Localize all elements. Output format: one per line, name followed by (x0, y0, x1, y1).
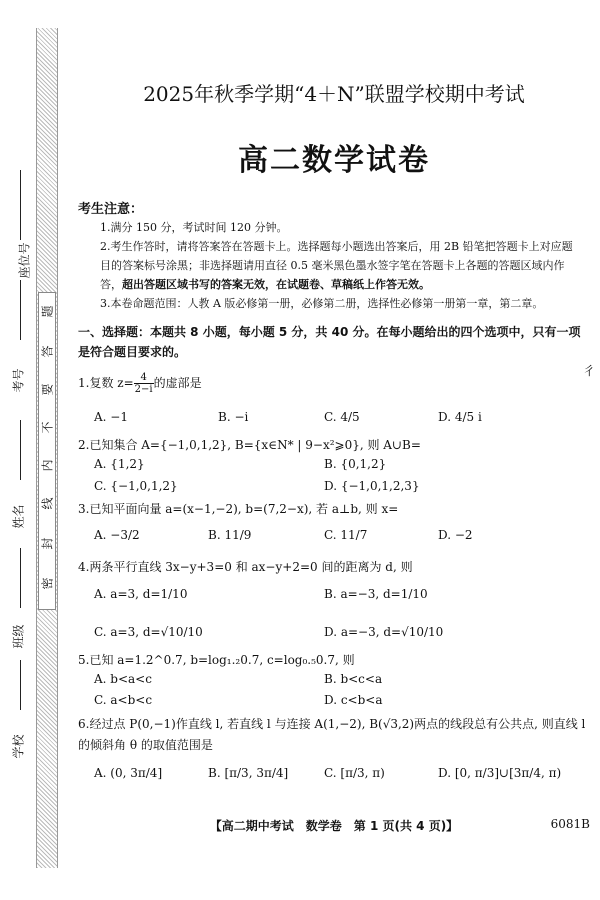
binding-margin (0, 0, 80, 900)
seal-char: 题 (40, 305, 55, 318)
seal-char: 线 (40, 497, 55, 510)
q3-option-c: C. 11/7 (324, 528, 368, 542)
question-1 (78, 372, 588, 395)
question-6: 6.经过点 P(0,−1)作直线 l, 若直线 l 与连接 A(1,−2), B(√3,2)两点的线段总有公共点, 则直线 l 的倾斜角 θ 的取值范围是 (78, 717, 586, 752)
q1-option-a: A. −1 (94, 410, 128, 424)
question-1-post: 的虚部是 (153, 376, 202, 390)
question-5: 5.已知 a=1.2^0.7, b=log₁.₂0.7, c=log₀.₅0.7, 则 (78, 653, 355, 667)
q4-option-c: C. a=3, d=√10/10 (94, 625, 203, 639)
name-label: 姓名 (11, 504, 26, 529)
notice-item-1: 1.满分 150 分，考试时间 120 分钟。 (100, 221, 288, 234)
q2-option-d: D. {−1,0,1,2,3} (324, 479, 420, 493)
q5-option-a: A. b<a<c (94, 672, 152, 686)
notice-item-2-text: 2.考生作答时，请将答案答在答题卡上。选择题每小题选出答案后，用 2B 铅笔把答题卡上对应题目的答案标号涂黑；非选择题请用直径 0.5 毫米黑色墨水签字笔在答题卡上各题的答题区域内作答， (100, 240, 573, 291)
q3-option-b: B. 11/9 (208, 528, 252, 542)
class-label: 班级 (11, 624, 26, 649)
question-1-pre: 1.复数 z= (78, 376, 134, 390)
q4-option-d: D. a=−3, d=√10/10 (324, 625, 444, 639)
q2-option-b: B. {0,1,2} (324, 457, 387, 471)
seat-number-label: 座位号 (17, 242, 32, 279)
q1-option-c: C. 4/5 (324, 410, 360, 424)
notice-item-3: 3.本卷命题范围：人教 A 版必修第一册，必修第二册，选择性必修第一册第一章，第二章。 (100, 297, 544, 310)
seal-notice-box (38, 292, 56, 610)
q3-option-d: D. −2 (438, 528, 473, 542)
q1-option-d: D. 4/5 i (438, 410, 482, 424)
question-4: 4.两条平行直线 3x−y+3=0 和 ax−y+2=0 间的距离为 d, 则 (78, 560, 413, 574)
question-2: 2.已知集合 A={−1,0,1,2}, B={x∈N* | 9−x²⩾0}, 则 A∪B= (78, 438, 421, 452)
school-label: 学校 (11, 734, 26, 759)
seal-char: 内 (40, 459, 55, 472)
seal-char: 要 (40, 383, 55, 396)
paper-code: 6081B (550, 817, 590, 831)
q2-option-a: A. {1,2} (94, 457, 145, 471)
notice-item-2 (100, 237, 580, 294)
q5-option-d: D. c<b<a (324, 693, 383, 707)
stray-mark: 彳 (583, 364, 596, 378)
q4-option-a: A. a=3, d=1/10 (94, 587, 188, 601)
seal-char: 密 (40, 577, 55, 590)
q6-option-b: B. [π/3, 3π/4] (208, 766, 289, 780)
q3-option-a: A. −3/2 (94, 528, 140, 542)
q1-option-b: B. −i (218, 410, 249, 424)
notice-heading: 考生注意： (78, 202, 144, 217)
q2-option-c: C. {−1,0,1,2} (94, 479, 178, 493)
seal-char: 答 (40, 345, 55, 358)
q5-option-c: C. a<b<c (94, 693, 153, 707)
seal-char: 封 (40, 537, 55, 550)
q5-option-b: B. b<c<a (324, 672, 383, 686)
notice-item-2-bold: 超出答题区域书写的答案无效，在试题卷、草稿纸上作答无效。 (122, 278, 430, 291)
question-3: 3.已知平面向量 a=(x−1,−2), b=(7,2−x), 若 a⊥b, 则 x= (78, 502, 399, 516)
seal-char: 不 (40, 421, 55, 434)
q4-option-b: B. a=−3, d=1/10 (324, 587, 428, 601)
exam-number-label: 考号 (11, 368, 26, 393)
page-footer: 【高二期中考试 数学卷 第 1 页(共 4 页)】 (209, 819, 459, 833)
section-one-heading: 一、选择题：本题共 8 小题，每小题 5 分，共 40 分。在每小题给出的四个选项中，只有一项是符合题目要求的。 (78, 325, 581, 359)
exam-title: 高二数学试卷 (238, 143, 430, 178)
q6-option-c: C. [π/3, π) (324, 766, 385, 780)
q6-option-a: A. (0, 3π/4] (94, 766, 163, 780)
exam-header: 2025年秋季学期“4＋N”联盟学校期中考试 (143, 82, 525, 106)
fraction: $\frac{4}{2-i}$ (134, 372, 153, 395)
q6-option-d: D. [0, π/3]∪[3π/4, π) (438, 766, 562, 780)
